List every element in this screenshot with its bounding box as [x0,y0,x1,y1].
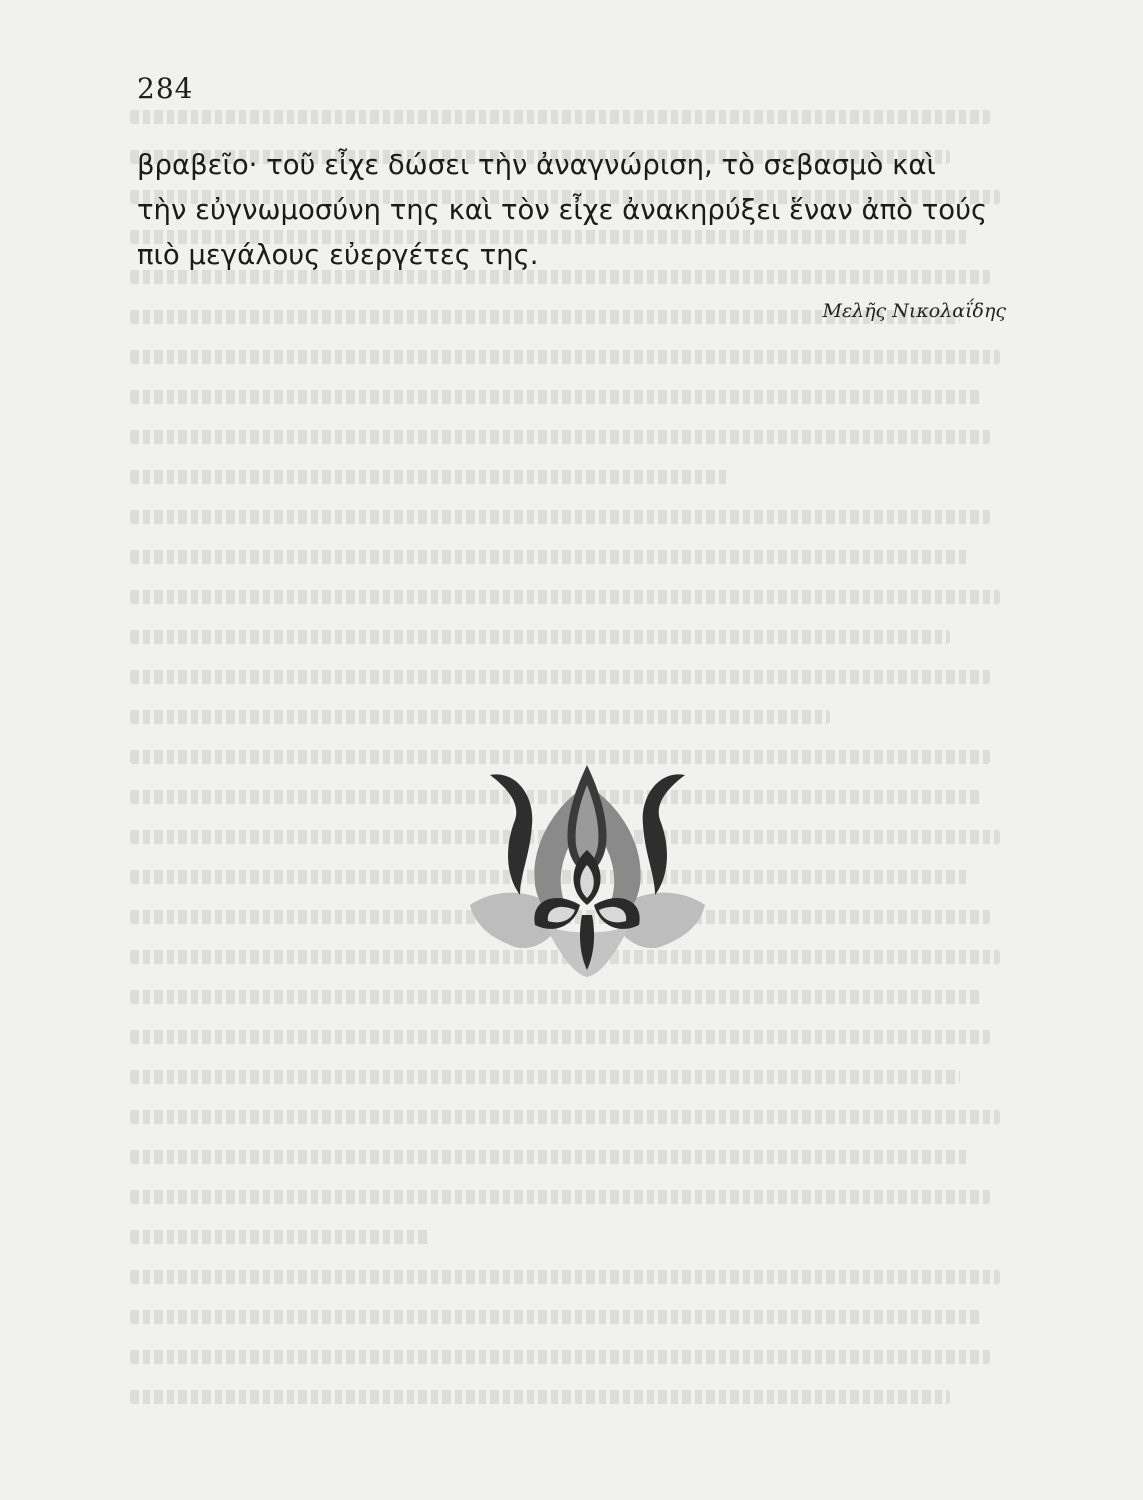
body-paragraph [137,143,1017,278]
lotus-flower-ornament-icon [460,765,715,980]
page-number: 284 [137,72,194,105]
author-signature: Μελῆς Νικολαΐδης [822,300,1006,322]
body-line: βραβεῖο· τοῦ εἶχε δώσει τὴν ἀναγνώριση, τὸ σεβασμὸ καὶ [137,149,936,181]
body-line: πιὸ μεγάλους εὐεργέτες της. [137,239,539,271]
body-line: τὴν εὐγνωμοσύνη της καὶ τὸν εἶχε ἀνακηρύξει ἕναν ἀπὸ τούς [137,194,988,226]
